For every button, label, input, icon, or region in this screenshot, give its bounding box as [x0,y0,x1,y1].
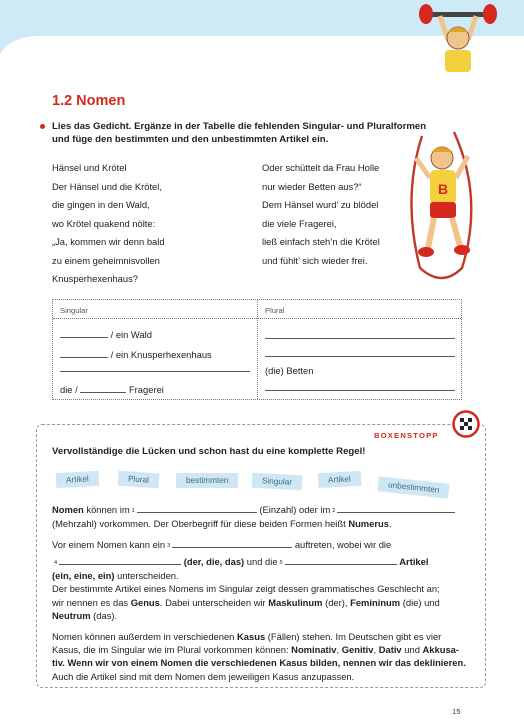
singular-header: Singular [60,306,88,315]
rule-line: Auch die Artikel sind mit dem Nomen dem jeweiligen Kasus anzupassen. [52,671,355,682]
singular-plural-table [52,299,462,400]
page-number: 15 [452,707,461,716]
rule-line: Vor einem Nomen kann ein 3 auftreten, wobei wir die [52,539,392,550]
rule-line: Nomen können außerdem in verschiedenen Kasus (Fällen) stehen. Im Deutschen gibt es vier [52,631,442,642]
bullet-icon [40,124,45,129]
svg-text:B: B [437,181,449,197]
checkered-flag-sign-icon [452,410,480,438]
poem-line: die viele Fragerei, [262,217,337,229]
poem-line: Knusperhexenhaus? [52,273,139,284]
poem-line: zu einem geheimnisvollen [52,254,160,266]
word-card[interactable]: bestimmten [176,473,238,488]
answer-blank[interactable] [172,539,292,548]
answer-blank[interactable] [265,338,455,339]
rule-line: Kasus, die im Singular wie im Plural vorkommen können: Nominativ, Genitiv, Dativ und Akkusa- [52,644,460,655]
rule-line: (Mehrzahl) vorkommen. Der Oberbegriff für diese beiden Formen heißt Numerus. [52,518,392,529]
word-card[interactable]: Plural [118,471,160,489]
rule-line: 4 (der, die, das) und die 5 Artikel [54,556,429,567]
poem-line: wo Krötel quakend nölte: [52,217,156,229]
answer-blank[interactable] [60,362,250,372]
poem-line: „Ja, kommen wir denn bald [52,236,165,247]
poem-column-right [262,159,412,270]
section-title: 1.2 Nomen [52,93,126,109]
rule-line: (ein, eine, ein) unterscheiden. [52,570,179,581]
poem-line: und fühlt’ sich wieder frei. [262,254,368,266]
answer-blank[interactable] [137,504,257,513]
answer-blank[interactable] [265,356,455,357]
poem-line: Oder schüttelt da Frau Holle [262,162,380,173]
poem-line: Hänsel und Krötel [52,162,127,173]
word-card[interactable]: unbestimmten [377,476,450,498]
poem-line: nur wieder Betten aus?“ [262,180,362,192]
poem-line: die gingen in den Wald, [52,199,150,210]
poem-line: Dem Hänsel wurd’ zu blödel [262,199,379,210]
answer-blank[interactable] [285,556,397,565]
answer-blank[interactable] [337,504,455,513]
mascot-weightlifter-illustration [418,0,498,72]
answer-blank[interactable] [60,348,108,358]
answer-blank[interactable] [60,328,108,338]
rule-line: Nomen können im 1 (Einzahl) oder im 2 [52,503,455,518]
rule-line: Neutrum (das). [52,610,118,621]
boxenstopp-title: Vervollständige die Lücken und schon hast du eine komplette Regel! [52,446,366,457]
table-row: / ein Knusperhexenhaus [60,348,212,360]
answer-blank[interactable] [80,383,126,393]
rule-line: tiv. Wenn wir von einem Nomen die verschiedenen Kasus bilden, nennen wir das deklinieren. [52,657,466,668]
word-card[interactable]: Artikel [56,471,99,488]
answer-blank[interactable] [265,390,455,391]
boxenstopp-label: BOXENSTOPP [374,431,439,440]
plural-betten: (die) Betten [265,365,314,376]
answer-blank[interactable] [59,556,181,565]
poem-column-left [52,159,252,289]
table-row: die / Fragerei [60,384,164,395]
word-card[interactable]: Artikel [318,471,361,488]
poem-line: Der Hänsel und die Krötel, [52,180,162,192]
word-card[interactable]: Singular [252,473,303,491]
plural-header: Plural [265,306,285,315]
rule-line: wir nennen es das Genus. Dabei unterscheiden wir Maskulinum (der), Femininum (die) und [52,597,440,608]
table-row [60,362,250,374]
rule-line: Der bestimmte Artikel eines Nomens im Singular zeigt dessen grammatisches Geschlecht an; [52,583,440,594]
table-row: / ein Wald [60,328,152,340]
poem-line: ließ einfach steh’n die Krötel [262,236,380,247]
mascot-jump-rope-illustration [392,128,488,286]
task-instruction: Lies das Gedicht. Ergänze in der Tabelle die fehlenden Singular- und Pluralformen und füge den bestimmten und den unbestimmten Artikel ein. [52,120,472,146]
